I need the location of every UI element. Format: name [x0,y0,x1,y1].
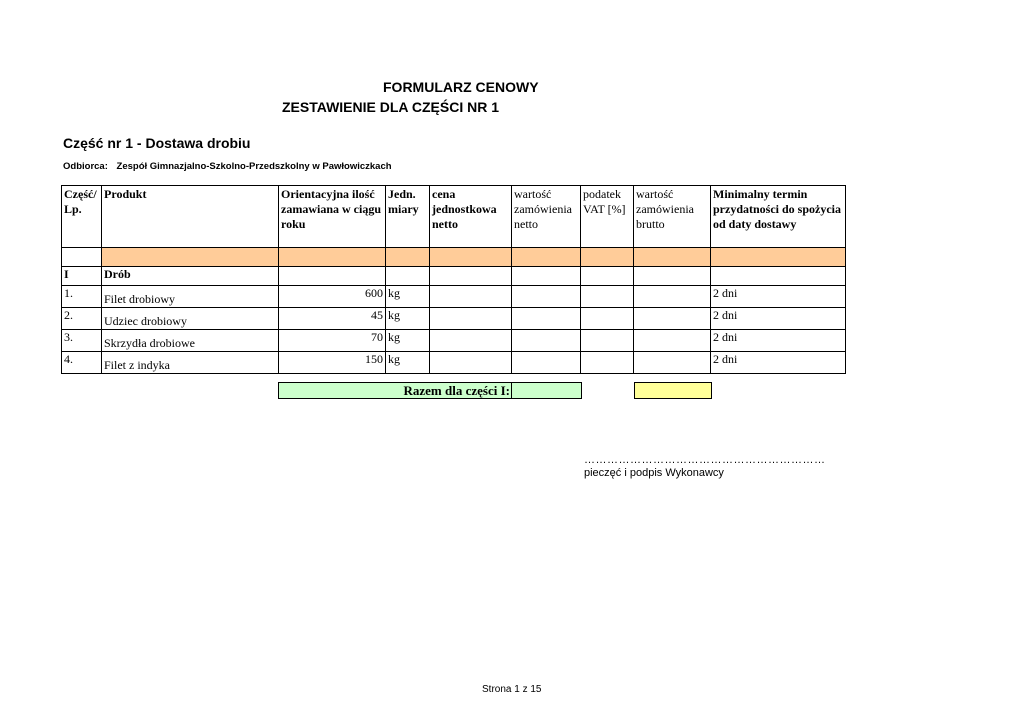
total-net-cell[interactable] [511,382,582,399]
section-title: Część nr 1 - Dostawa drobiu [63,135,251,151]
row-product: Udziec drobiowy [102,308,279,330]
row-lp: 1. [62,286,102,308]
row-gross-value[interactable] [634,330,711,352]
table-row [62,352,846,374]
row-unit-price[interactable] [430,286,512,308]
row-term: 2 dni [711,352,846,374]
page-number: Strona 1 z 15 [482,684,542,695]
group-number: I [62,267,102,286]
row-product: Filet drobiowy [102,286,279,308]
row-net-value[interactable] [512,352,581,374]
row-lp: 2. [62,308,102,330]
header-band-row [62,248,846,267]
recipient-name: Zespół Gimnazjalno-Szkolno-Przedszkolny w Pawłowiczkach [116,161,392,172]
row-term: 2 dni [711,330,846,352]
signature-label: pieczęć i podpis Wykonawcy [584,467,724,479]
form-subtitle: ZESTAWIENIE DLA CZĘŚCI NR 1 [282,99,500,115]
row-qty: 600 [279,286,386,308]
row-gross-value[interactable] [634,286,711,308]
row-vat[interactable] [581,286,634,308]
row-unit-price[interactable] [430,330,512,352]
row-net-value[interactable] [512,286,581,308]
row-vat[interactable] [581,352,634,374]
row-qty: 150 [279,352,386,374]
row-lp: 4. [62,352,102,374]
row-unit: kg [386,308,430,330]
row-unit: kg [386,330,430,352]
row-unit: kg [386,352,430,374]
col-header-term: Minimalny termin przydatności do spożycia od daty dostawy [711,186,846,248]
col-header-gross-value: wartość zamówienia brutto [634,186,711,248]
table-header-row [62,186,846,248]
table-row [62,286,846,308]
row-product: Skrzydła drobiowe [102,330,279,352]
col-header-qty: Orientacyjna ilość zamawiana w ciągu roku [279,186,386,248]
row-vat[interactable] [581,308,634,330]
col-header-product: Produkt [102,186,279,248]
row-net-value[interactable] [512,330,581,352]
row-qty: 45 [279,308,386,330]
row-term: 2 dni [711,286,846,308]
recipient-line [63,161,392,172]
col-header-unit: Jedn. miary [386,186,430,248]
row-product: Filet z indyka [102,352,279,374]
row-term: 2 dni [711,308,846,330]
form-title: FORMULARZ CENOWY [383,79,539,95]
row-gross-value[interactable] [634,352,711,374]
row-net-value[interactable] [512,308,581,330]
signature-line: ……………………………………………………… [584,454,826,466]
col-header-net-value: wartość zamówienia netto [512,186,581,248]
row-qty: 70 [279,330,386,352]
row-unit-price[interactable] [430,352,512,374]
price-table [61,185,846,374]
recipient-label: Odbiorca: [63,161,108,172]
group-name: Drób [102,267,279,286]
col-header-lp: Część/ Lp. [62,186,102,248]
total-label: Razem dla części I: [278,382,513,399]
col-header-vat: podatek VAT [%] [581,186,634,248]
row-vat[interactable] [581,330,634,352]
row-unit-price[interactable] [430,308,512,330]
row-gross-value[interactable] [634,308,711,330]
total-gross-cell[interactable] [634,382,712,399]
group-row [62,267,846,286]
table-row [62,330,846,352]
table-row [62,308,846,330]
row-unit: kg [386,286,430,308]
row-lp: 3. [62,330,102,352]
col-header-unit-price: cena jednostkowa netto [430,186,512,248]
